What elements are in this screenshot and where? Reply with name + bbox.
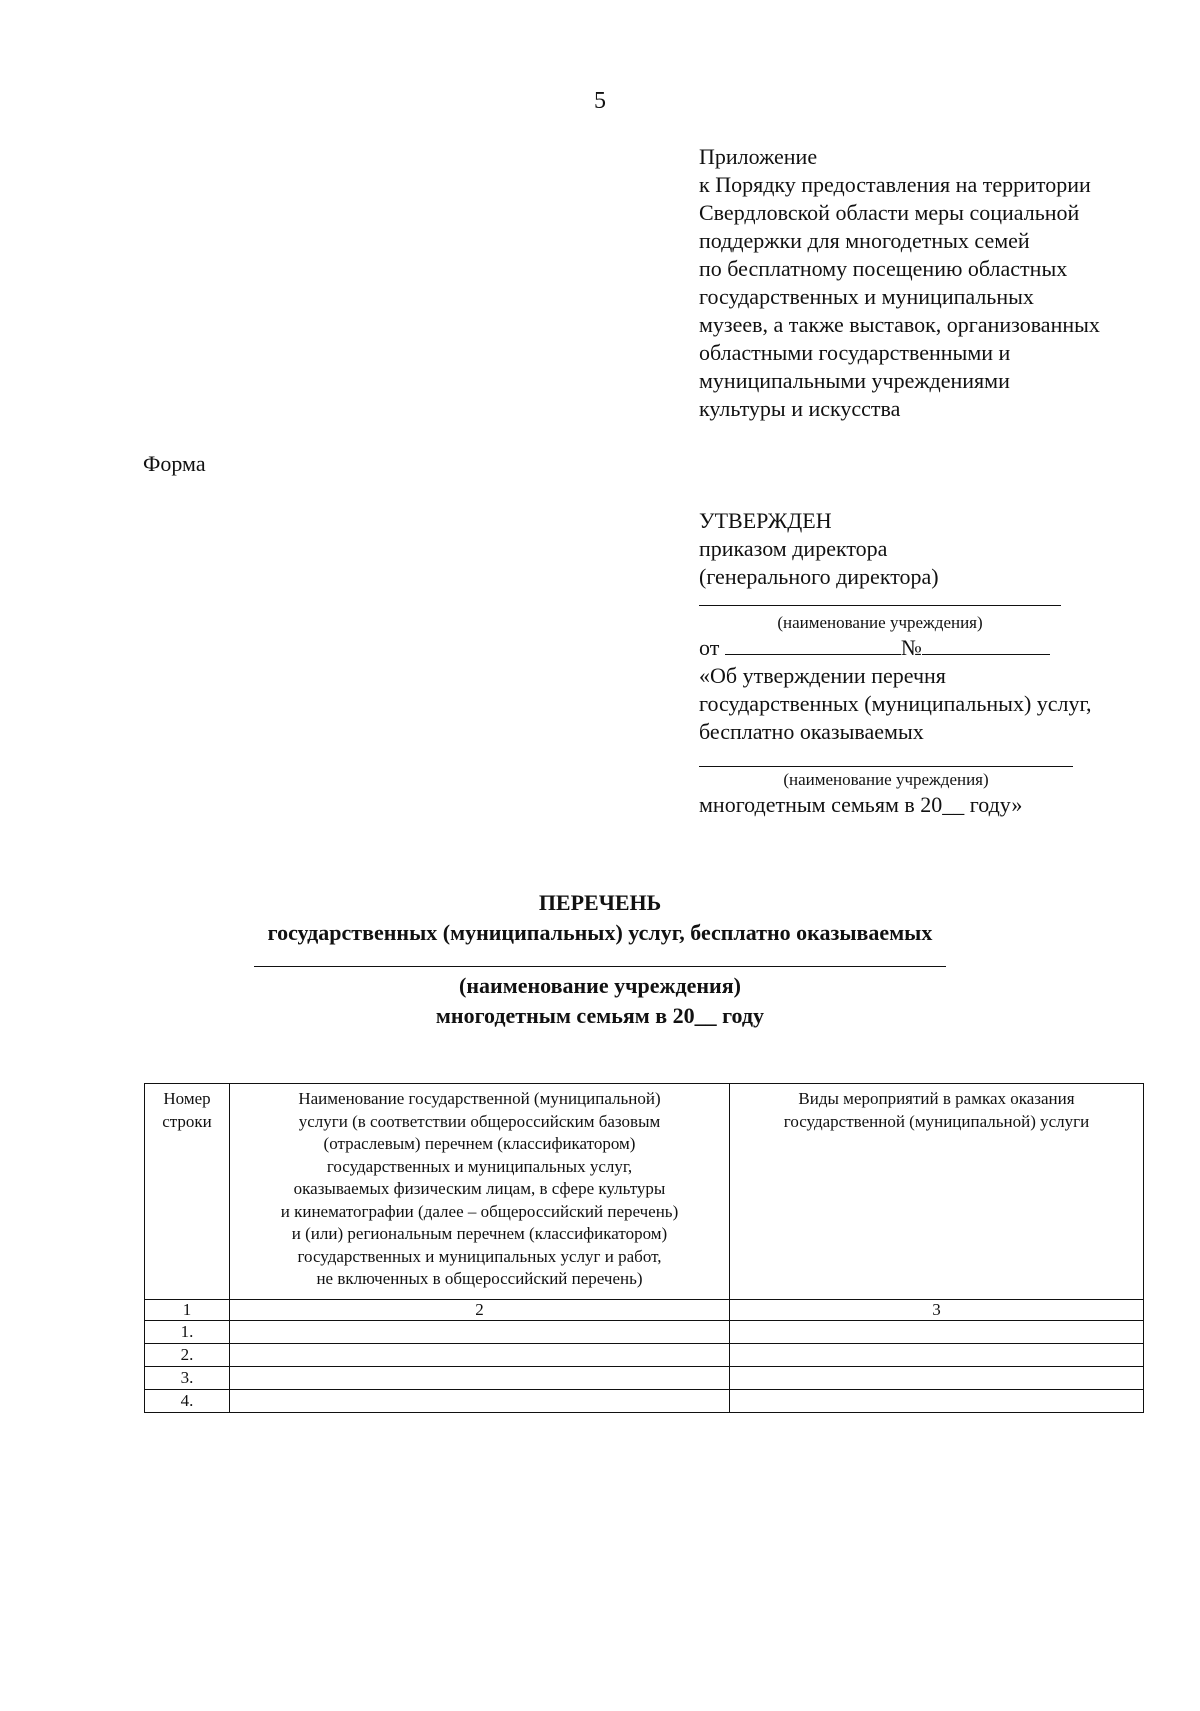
appendix-line: к Порядку предоставления на территории bbox=[699, 172, 1091, 197]
header-text-line: и (или) региональным перечнем (классификатором) bbox=[291, 1224, 668, 1243]
page-number: 5 bbox=[594, 88, 606, 114]
header-text-line: Номер bbox=[163, 1089, 211, 1108]
form-label: Форма bbox=[143, 451, 206, 476]
appendix-line: областными государственными и bbox=[699, 340, 1011, 365]
table-row bbox=[145, 1344, 1144, 1367]
services-table bbox=[144, 1083, 1144, 1413]
header-text-line: строки bbox=[162, 1111, 212, 1131]
table-row bbox=[145, 1390, 1144, 1413]
from-prefix: от bbox=[699, 635, 720, 660]
header-cell-activities bbox=[730, 1084, 1144, 1300]
activities-cell bbox=[730, 1367, 1144, 1390]
institution-caption: (наименование учреждения) bbox=[777, 613, 983, 632]
header-text-line: не включенных в общероссийский перечень) bbox=[316, 1269, 643, 1288]
header-text-line: государственных и муниципальных услуг, bbox=[326, 1156, 633, 1176]
appendix-line: муниципальными учреждениями bbox=[699, 368, 1010, 393]
header-text-line: оказываемых физическим лицам, в сфере культуры bbox=[293, 1179, 666, 1198]
row-number: 4. bbox=[145, 1390, 230, 1413]
approved-line: (генерального директора) bbox=[699, 564, 939, 589]
appendix-block bbox=[699, 143, 1100, 423]
heading-institution-line bbox=[254, 954, 946, 967]
service-cell bbox=[230, 1321, 730, 1344]
appendix-line: государственных и муниципальных bbox=[699, 284, 1034, 309]
row-number: 1. bbox=[145, 1321, 230, 1344]
column-number: 1 bbox=[145, 1300, 230, 1321]
heading-institution-caption: (наименование учреждения) bbox=[459, 973, 741, 998]
appendix-line: поддержки для многодетных семей bbox=[699, 228, 1030, 253]
number-sign: № bbox=[900, 635, 922, 660]
row-number: 3. bbox=[145, 1367, 230, 1390]
table-header-row bbox=[145, 1084, 1144, 1300]
column-number-row bbox=[145, 1300, 1144, 1321]
header-cell-row-number bbox=[145, 1084, 230, 1300]
activities-cell bbox=[730, 1344, 1144, 1367]
header-text-line: Наименование государственной (муниципальной) bbox=[298, 1089, 661, 1108]
header-text-line: (отраслевым) перечнем (классификатором) bbox=[323, 1134, 636, 1153]
institution-name-line bbox=[699, 746, 1073, 767]
order-text-line: бесплатно оказываемых bbox=[699, 719, 924, 744]
order-text-line: многодетным семьям в 20__ году» bbox=[699, 792, 1023, 817]
activities-cell bbox=[730, 1321, 1144, 1344]
heading-line3: многодетным семьям в 20__ году bbox=[435, 1003, 765, 1028]
header-text-line: Виды мероприятий в рамках оказания bbox=[798, 1089, 1075, 1108]
header-text-line: государственных и муниципальных услуг и работ, bbox=[297, 1246, 662, 1266]
date-blank bbox=[725, 634, 901, 655]
order-date-number-line bbox=[699, 634, 1159, 662]
appendix-line: по бесплатному посещению областных bbox=[699, 256, 1068, 281]
column-number: 3 bbox=[730, 1300, 1144, 1321]
activities-cell bbox=[730, 1390, 1144, 1413]
column-number: 2 bbox=[230, 1300, 730, 1321]
approved-title: УТВЕРЖДЕН bbox=[699, 508, 832, 533]
institution-name-line bbox=[699, 591, 1061, 606]
appendix-line: музеев, а также выставок, организованных bbox=[699, 312, 1100, 337]
service-cell bbox=[230, 1344, 730, 1367]
institution-caption: (наименование учреждения) bbox=[783, 770, 989, 789]
header-text-line: государственной (муниципальной) услуги bbox=[783, 1111, 1090, 1131]
service-cell bbox=[230, 1390, 730, 1413]
service-cell bbox=[230, 1367, 730, 1390]
heading-subtitle: государственных (муниципальных) услуг, бесплатно оказываемых bbox=[267, 920, 933, 945]
appendix-line: Приложение bbox=[699, 144, 818, 169]
order-text-line: государственных (муниципальных) услуг, bbox=[699, 691, 1092, 716]
table-row bbox=[145, 1321, 1144, 1344]
appendix-line: Свердловской области меры социальной bbox=[699, 200, 1080, 225]
table-row bbox=[145, 1367, 1144, 1390]
list-heading bbox=[0, 888, 1200, 1031]
heading-title: ПЕРЕЧЕНЬ bbox=[538, 890, 662, 915]
appendix-line: культуры и искусства bbox=[699, 396, 901, 421]
header-text-line: и кинематографии (далее – общероссийский перечень) bbox=[280, 1201, 679, 1221]
order-text-line: «Об утверждении перечня bbox=[699, 663, 946, 688]
row-number: 2. bbox=[145, 1344, 230, 1367]
approval-block bbox=[699, 507, 1159, 819]
approved-line: приказом директора bbox=[699, 536, 888, 561]
header-cell-service-name bbox=[230, 1084, 730, 1300]
header-text-line: услуги (в соответствии общероссийским базовым bbox=[298, 1111, 661, 1131]
number-blank bbox=[922, 634, 1050, 655]
